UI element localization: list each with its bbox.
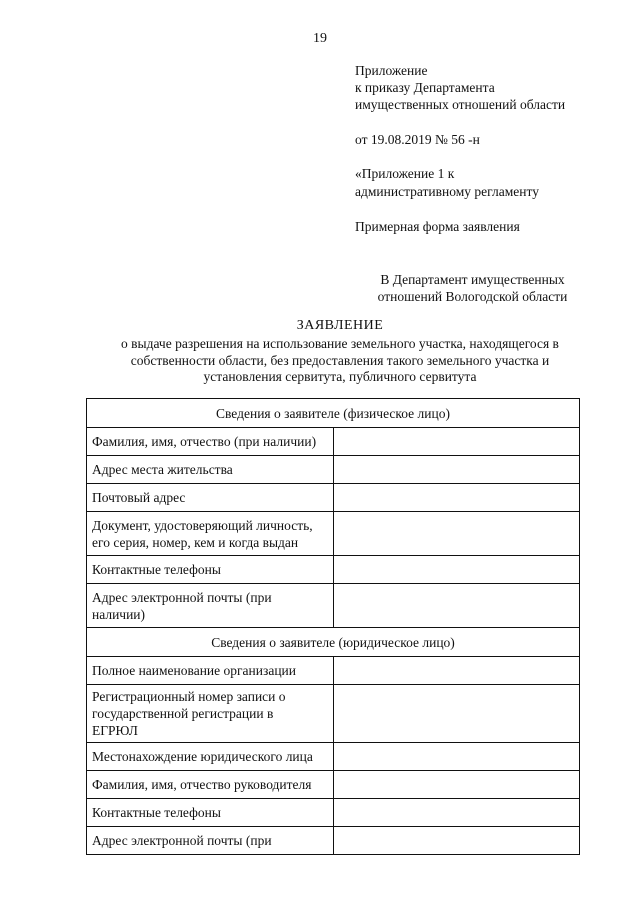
- field-label-legal-email: [87, 827, 334, 855]
- field-label-email: [87, 584, 334, 628]
- label-line: его серия, номер, кем и когда выдан: [92, 534, 299, 550]
- field-label-registration-number: [87, 685, 334, 743]
- table-row: [87, 456, 580, 484]
- document-subtitle: [0, 336, 640, 386]
- field-label-residence-address: [87, 456, 334, 484]
- appendix-line: имущественных отношений области: [355, 97, 566, 112]
- appendix-line: к приказу Департамента: [355, 80, 495, 95]
- appendix-header: [355, 62, 565, 113]
- field-label-legal-address: [87, 743, 334, 771]
- label-line: Полное наименование организации: [92, 663, 296, 678]
- field-label-organization-name: [87, 657, 334, 685]
- field-value-identity-document[interactable]: [333, 512, 580, 556]
- field-value-legal-email[interactable]: [333, 827, 580, 855]
- addressee-line: В Департамент имущественных: [380, 272, 565, 287]
- regulation-line: административному регламенту: [355, 184, 539, 199]
- application-form-table: [86, 398, 580, 855]
- field-label-contact-phones: [87, 556, 334, 584]
- regulation-line: «Приложение 1 к: [355, 166, 455, 181]
- label-line: Контактные телефоны: [92, 805, 221, 820]
- section-heading-legal-entity: Сведения о заявителе (юридическое лицо): [87, 628, 580, 657]
- label-line: Регистрационный номер записи о: [92, 689, 286, 704]
- page-number: 19: [313, 31, 327, 46]
- addressee-line: отношений Вологодской области: [377, 289, 568, 304]
- label-line: Адрес электронной почты (при: [92, 833, 272, 848]
- label-line: Адрес места жительства: [92, 462, 233, 477]
- field-value-contact-phones[interactable]: [333, 556, 580, 584]
- appendix-line: Приложение: [355, 63, 428, 78]
- field-value-email[interactable]: [333, 584, 580, 628]
- field-label-identity-document: [87, 512, 334, 556]
- label-line: Контактные телефоны: [92, 562, 221, 577]
- subtitle-line: собственности области, без предоставления такого земельного участка и: [130, 352, 550, 368]
- table-row: [87, 484, 580, 512]
- label-line: Местонахождение юридического лица: [92, 749, 313, 764]
- table-row: [87, 657, 580, 685]
- table-row: [87, 771, 580, 799]
- regulation-header: [355, 165, 539, 201]
- table-row: [87, 584, 580, 628]
- field-label-director-name: [87, 771, 334, 799]
- label-line: Почтовый адрес: [92, 490, 186, 505]
- field-label-postal-address: [87, 484, 334, 512]
- field-value-full-name[interactable]: [333, 428, 580, 456]
- label-line: Адрес электронной почты (при: [92, 589, 272, 605]
- label-line: наличии): [92, 606, 146, 622]
- subtitle-line: установления сервитута, публичного сервитута: [203, 369, 477, 384]
- field-label-legal-contact-phones: [87, 799, 334, 827]
- document-title: ЗАЯВЛЕНИЕ: [296, 318, 384, 333]
- section-heading-individual: Сведения о заявителе (физическое лицо): [87, 399, 580, 428]
- order-date: от 19.08.2019 № 56 -н: [355, 132, 480, 147]
- label-line: Фамилия, имя, отчество (при наличии): [92, 434, 317, 449]
- table-row: [87, 799, 580, 827]
- table-row: [87, 556, 580, 584]
- table-row: [87, 512, 580, 556]
- table-row: [87, 743, 580, 771]
- field-value-legal-address[interactable]: [333, 743, 580, 771]
- label-line: государственной регистрации в: [92, 706, 274, 721]
- field-value-legal-contact-phones[interactable]: [333, 799, 580, 827]
- field-value-organization-name[interactable]: [333, 657, 580, 685]
- field-value-postal-address[interactable]: [333, 484, 580, 512]
- table-row: [87, 685, 580, 743]
- label-line: Документ, удостоверяющий личность,: [92, 517, 313, 533]
- table-row: [87, 428, 580, 456]
- sample-form-label: Примерная форма заявления: [355, 219, 520, 234]
- subtitle-line: о выдаче разрешения на использование земельного участка, находящегося в: [121, 336, 559, 351]
- label-line: ЕГРЮЛ: [92, 723, 138, 738]
- field-value-registration-number[interactable]: [333, 685, 580, 743]
- field-value-director-name[interactable]: [333, 771, 580, 799]
- addressee: [355, 271, 590, 305]
- section-heading-row: [87, 399, 580, 428]
- section-heading-row: [87, 628, 580, 657]
- field-label-full-name: [87, 428, 334, 456]
- label-line: Фамилия, имя, отчество руководителя: [92, 777, 312, 792]
- table-row: [87, 827, 580, 855]
- field-value-residence-address[interactable]: [333, 456, 580, 484]
